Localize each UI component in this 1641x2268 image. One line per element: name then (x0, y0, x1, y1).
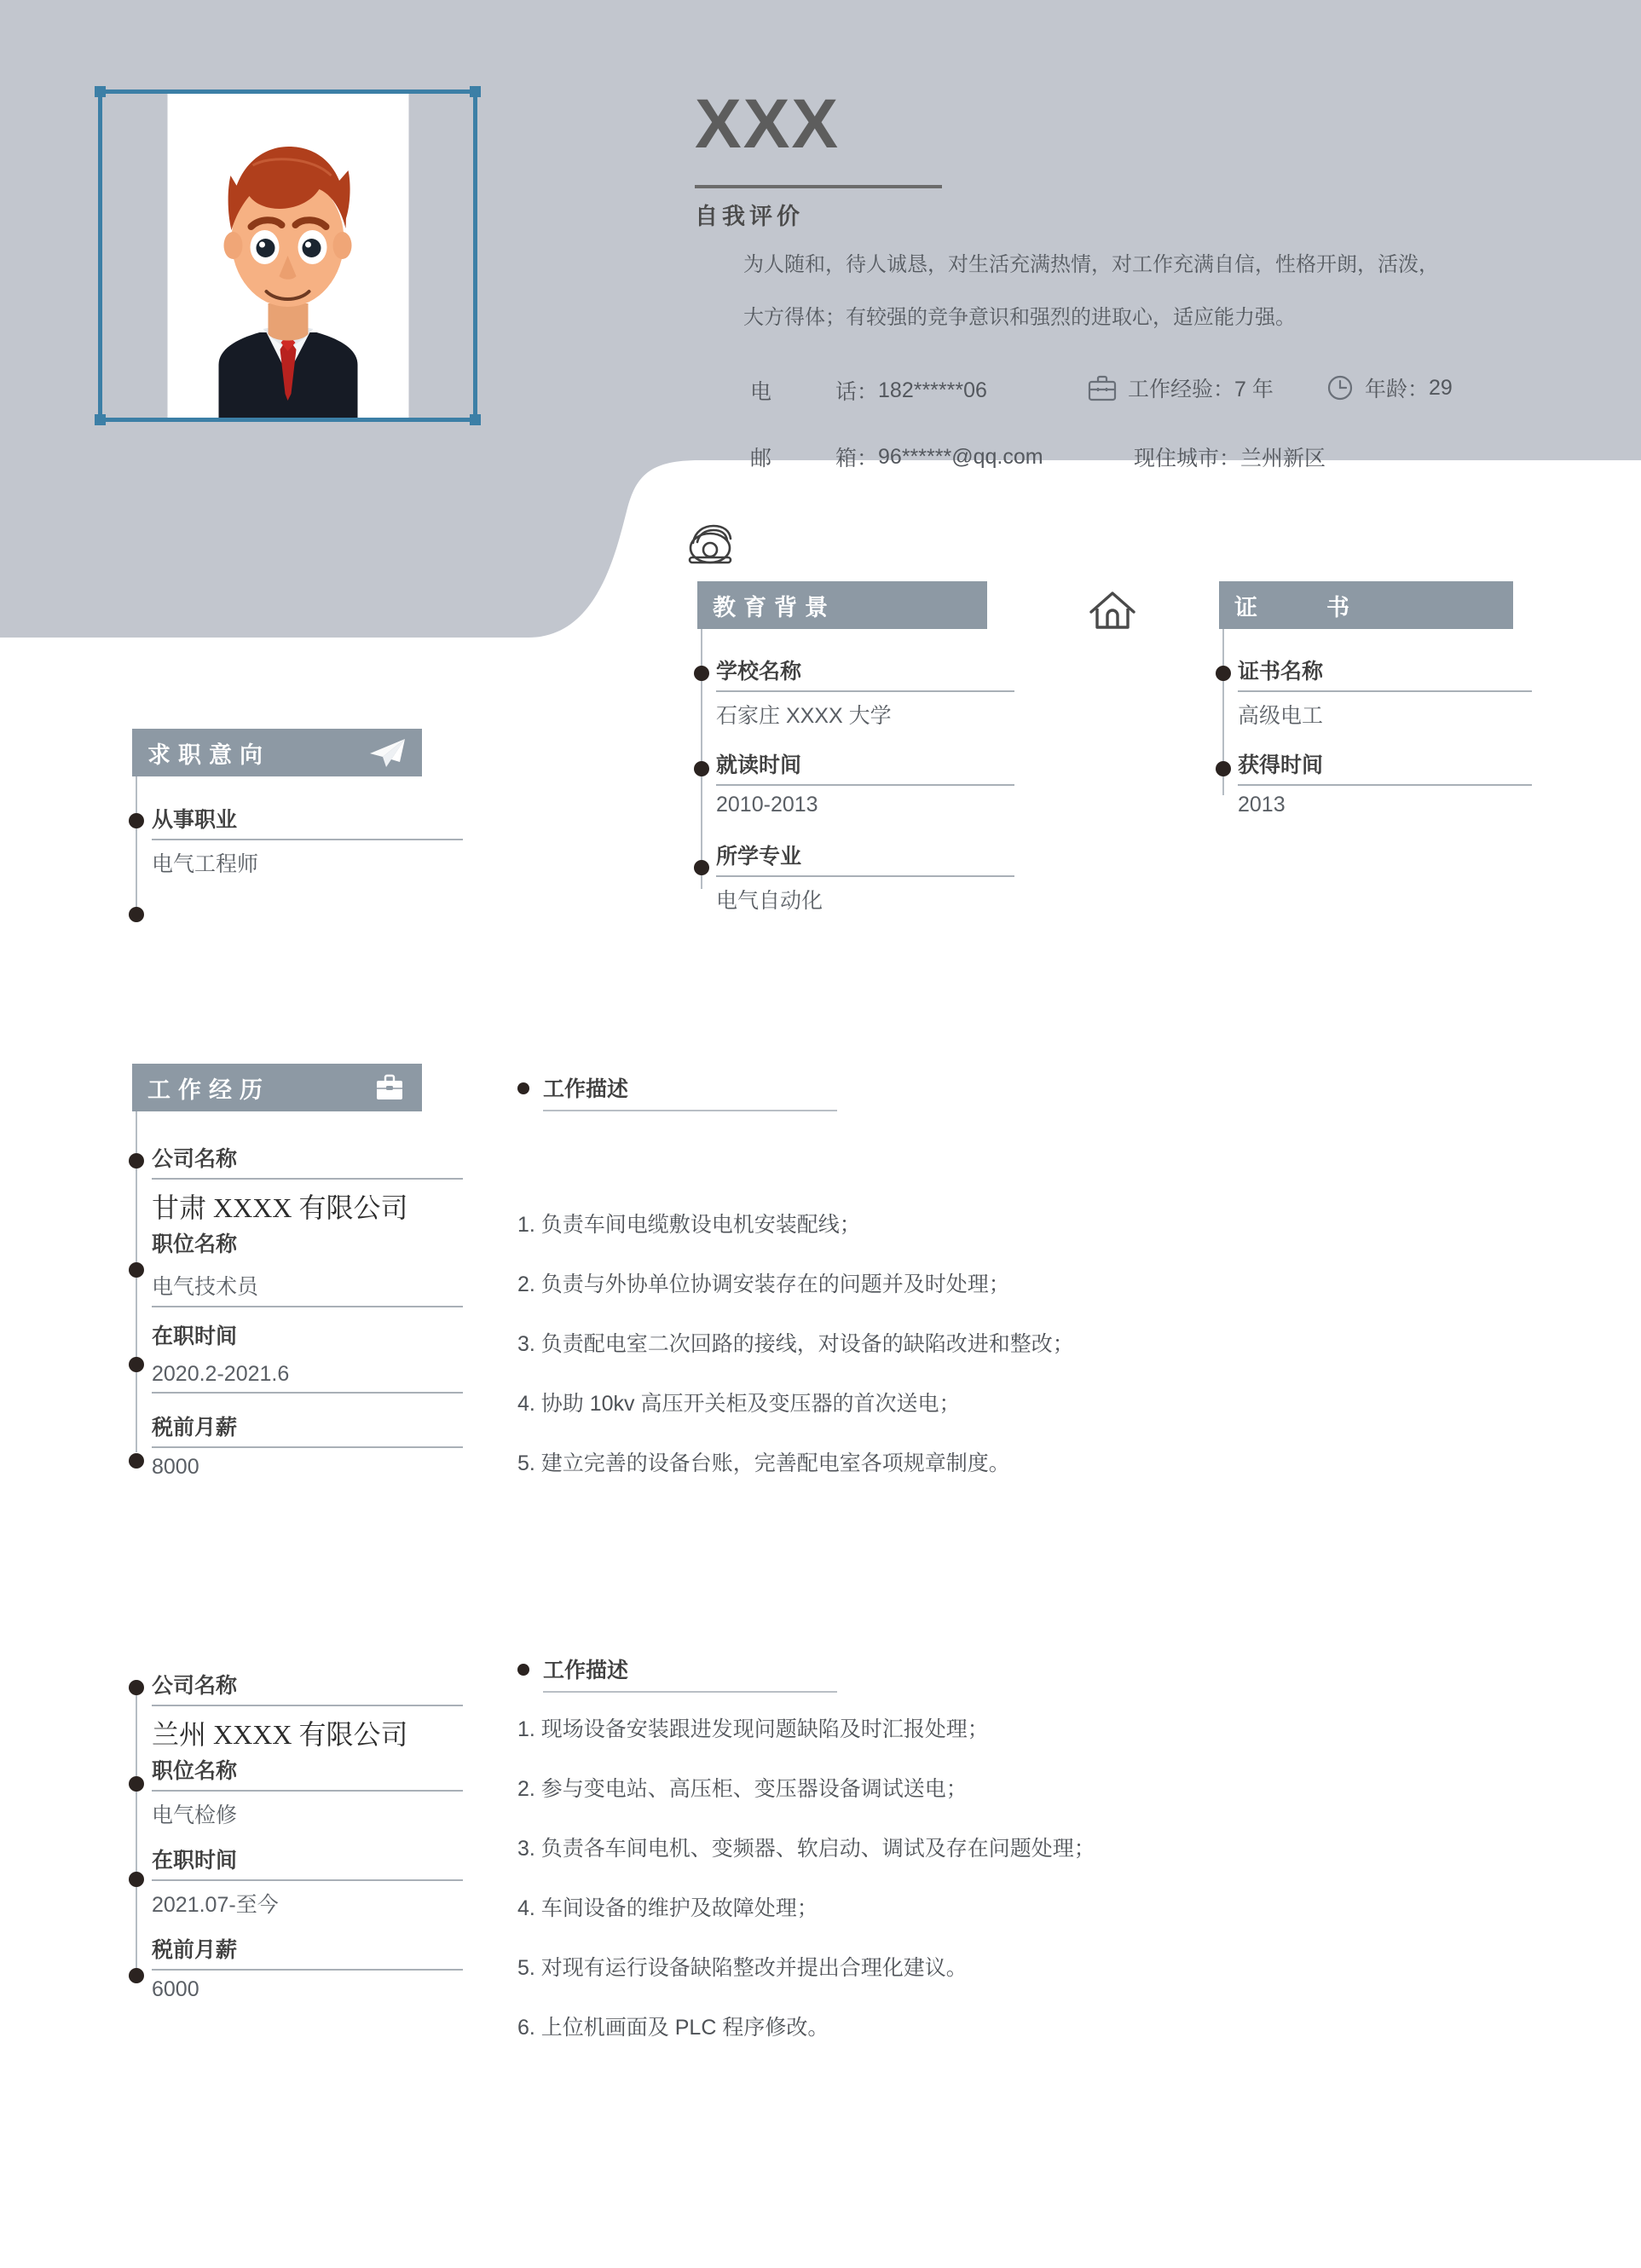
field-value: 电气技术员 (152, 1275, 259, 1299)
section-header-job-intention (132, 729, 422, 776)
job-intention-title: 求职意向 (147, 742, 270, 768)
clock-icon (1326, 373, 1355, 402)
list-item: 1. 现场设备安装跟进发现问题缺陷及时汇报处理； (517, 1717, 989, 1741)
contact-phone (750, 375, 987, 406)
field-value: 电气工程师 (152, 852, 259, 876)
field-value: 2013 (1238, 793, 1286, 817)
experience-value: 7 年 (1234, 378, 1274, 401)
email-value: 96******@qq.com (878, 444, 1043, 469)
field-rule (543, 1110, 837, 1111)
section-header-work-experience (132, 1064, 422, 1111)
job-intention-timeline-dot (129, 907, 144, 922)
section-header-education (697, 581, 987, 629)
phone-label: 电 (750, 380, 772, 404)
education-title: 教育背景 (713, 594, 835, 620)
list-item: 3. 负责配电室二次回路的接线，对设备的缺陷改进和整改； (517, 1332, 1074, 1356)
job1-timeline-dot (129, 1453, 144, 1469)
bullet-dot (517, 1664, 529, 1676)
field-label: 证书名称 (1238, 660, 1324, 684)
job2-timeline-dot (129, 1968, 144, 1983)
job2-field-position (152, 1754, 463, 1829)
list-item: 5. 对现有运行设备缺陷整改并提出合理化建议。 (517, 1956, 968, 1980)
field-rule (152, 1392, 463, 1394)
education-timeline-dot (694, 860, 709, 875)
job-intention-field-occupation (152, 803, 463, 878)
briefcase-icon (1087, 373, 1118, 402)
self-evaluation-line: 大方得体；有较强的竞争意识和强烈的进取心，适应能力强。 (743, 306, 1296, 329)
list-item: 4. 协助 10kv 高压开关柜及变压器的首次送电； (517, 1392, 961, 1416)
field-value: 2021.07-至今 (152, 1893, 279, 1917)
self-evaluation-title: 自我评价 (695, 204, 804, 229)
job2-description-header (517, 1653, 837, 1693)
contact-city (1134, 441, 1326, 472)
job2-field-company (152, 1669, 463, 1752)
field-rule (152, 1306, 463, 1307)
field-label: 获得时间 (1238, 753, 1324, 777)
field-value: 电气检修 (152, 1803, 238, 1827)
certificate-field-date (1238, 748, 1532, 817)
education-timeline-dot (694, 761, 709, 776)
phone-label-suffix: 话： (835, 380, 879, 404)
self-evaluation-body (743, 239, 1536, 344)
email-label: 邮 (750, 447, 772, 470)
work-description-title: 工作描述 (543, 1077, 629, 1101)
page-title: XXX (695, 85, 841, 163)
briefcase-icon (373, 1072, 407, 1103)
list-item: 1. 负责车间电缆敷设电机安装配线； (517, 1213, 861, 1237)
age-label: 年龄： (1365, 378, 1430, 401)
job1-field-position (152, 1227, 463, 1307)
job1-field-salary (152, 1411, 463, 1480)
photo-corner-marker (95, 86, 106, 97)
job1-field-period (152, 1319, 463, 1394)
list-item: 6. 上位机画面及 PLC 程序修改。 (517, 2016, 829, 2040)
bullet-dot (517, 1082, 529, 1094)
list-item: 3. 负责各车间电机、变频器、软启动、调试及存在问题处理； (517, 1837, 1095, 1861)
education-timeline-dot (694, 666, 709, 681)
name-underline (695, 185, 942, 188)
job1-timeline-dot (129, 1262, 144, 1278)
job2-timeline-line (136, 1686, 137, 1976)
field-label: 职位名称 (152, 1759, 238, 1783)
field-label: 所学专业 (716, 845, 802, 869)
job1-timeline-dot (129, 1357, 144, 1372)
field-label: 职位名称 (152, 1232, 238, 1256)
field-rule (543, 1691, 837, 1693)
job1-field-company (152, 1142, 463, 1226)
profile-photo-frame (98, 89, 477, 422)
work-description-title: 工作描述 (543, 1659, 629, 1682)
job2-duty-list (517, 1713, 1216, 2071)
field-value: 石家庄 XXXX 大学 (716, 704, 892, 728)
photo-corner-marker (95, 414, 106, 425)
education-field-school (716, 655, 1014, 730)
candidate-name-block (695, 85, 1291, 188)
field-value: 高级电工 (1238, 704, 1324, 728)
field-value: 6000 (152, 1977, 199, 2001)
job2-field-period (152, 1844, 463, 1919)
field-value: 兰州 XXXX 有限公司 (152, 1719, 408, 1750)
education-field-period (716, 748, 1014, 817)
field-value: 8000 (152, 1455, 199, 1479)
job-intention-timeline-dot (129, 813, 144, 828)
city-value: 兰州新区 (1240, 447, 1326, 470)
field-label: 就读时间 (716, 753, 802, 777)
section-header-certificate (1219, 581, 1513, 629)
contact-age (1326, 372, 1453, 403)
contact-email (750, 441, 1043, 472)
certificate-field-name (1238, 655, 1532, 730)
field-label: 从事职业 (152, 808, 238, 832)
field-label: 公司名称 (152, 1674, 238, 1698)
work-experience-title: 工作经历 (147, 1076, 270, 1103)
field-label: 在职时间 (152, 1324, 238, 1348)
photo-corner-marker (470, 414, 481, 425)
avatar (167, 94, 408, 418)
job2-timeline-dot (129, 1680, 144, 1695)
job2-field-salary (152, 1933, 463, 2002)
job2-timeline-dot (129, 1872, 144, 1887)
experience-label: 工作经验： (1128, 378, 1235, 401)
job1-duty-list (517, 1209, 1216, 1507)
avatar-illustration (167, 94, 408, 418)
paper-plane-icon (367, 736, 407, 769)
field-value: 2010-2013 (716, 793, 818, 817)
field-label: 学校名称 (716, 660, 802, 684)
education-field-major (716, 840, 1014, 915)
job1-timeline-dot (129, 1153, 144, 1169)
age-value: 29 (1429, 375, 1453, 400)
certificate-timeline-dot (1216, 666, 1231, 681)
home-icon (1084, 585, 1141, 642)
certificate-title: 证 书 (1234, 594, 1357, 620)
list-item: 5. 建立完善的设备台账，完善配电室各项规章制度。 (517, 1451, 1010, 1475)
self-evaluation-line: 为人随和，待人诚恳，对生活充满热情，对工作充满自信，性格开朗，活泼， (743, 253, 1439, 276)
job1-description-header (517, 1072, 837, 1111)
contact-experience (1087, 372, 1274, 403)
list-item: 4. 车间设备的维护及故障处理； (517, 1896, 818, 1920)
telephone-icon (686, 522, 734, 570)
list-item: 2. 参与变电站、高压柜、变压器设备调试送电； (517, 1777, 968, 1801)
job2-timeline-dot (129, 1776, 144, 1792)
list-item: 2. 负责与外协单位协调安装存在的问题并及时处理； (517, 1273, 1010, 1296)
field-label: 税前月薪 (152, 1938, 238, 1962)
email-label-suffix: 箱： (835, 447, 879, 470)
field-value: 2020.2-2021.6 (152, 1362, 290, 1386)
field-label: 公司名称 (152, 1147, 238, 1171)
field-value: 甘肃 XXXX 有限公司 (152, 1192, 408, 1223)
phone-value: 182******06 (878, 378, 987, 402)
photo-corner-marker (470, 86, 481, 97)
certificate-timeline-dot (1216, 761, 1231, 776)
job-intention-timeline-line (136, 776, 137, 918)
field-value: 电气自动化 (716, 889, 823, 913)
field-label: 在职时间 (152, 1849, 238, 1873)
field-label: 税前月薪 (152, 1416, 238, 1440)
city-label: 现住城市： (1134, 447, 1241, 470)
